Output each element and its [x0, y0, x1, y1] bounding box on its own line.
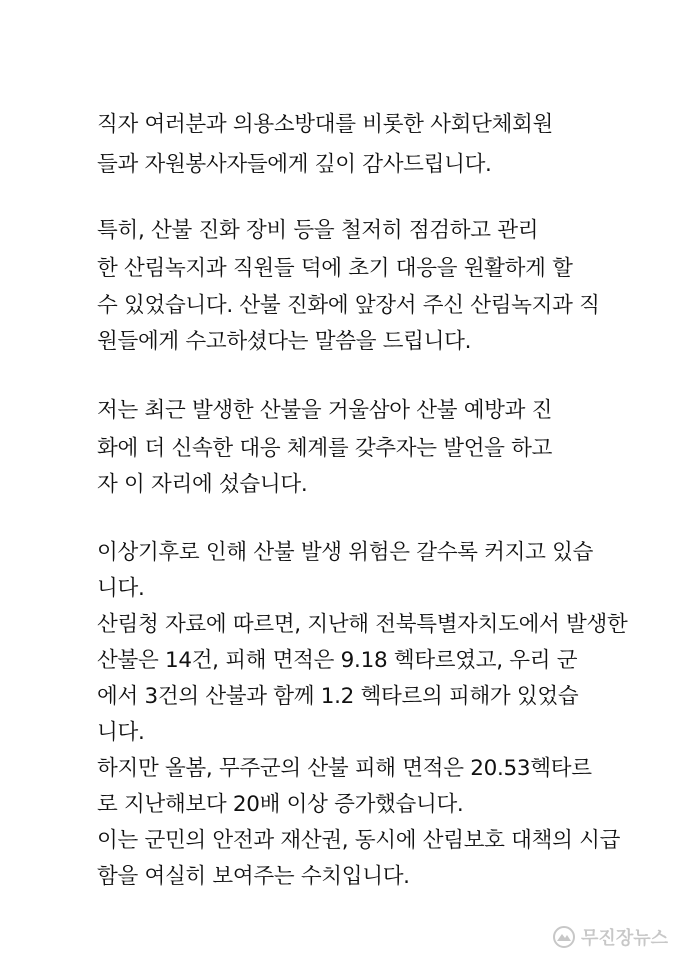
text-line: 자 이 자리에 섰습니다. [97, 472, 308, 497]
text-line: 이는 군민의 안전과 재산권, 동시에 산림보호 대책의 시급 [97, 828, 621, 853]
mountain-logo-icon [553, 926, 575, 948]
text-line: 직자 여러분과 의용소방대를 비롯한 사회단체회원 [97, 112, 553, 137]
text-line: 니다. [97, 576, 145, 601]
text-line: 이상기후로 인해 산불 발생 위험은 갈수록 커지고 있습 [97, 540, 594, 565]
text-line: 에서 3건의 산불과 함께 1.2 헥타르의 피해가 있었습 [97, 684, 579, 709]
text-line: 산불은 14건, 피해 면적은 9.18 헥타르였고, 우리 군 [97, 648, 578, 673]
text-line: 들과 자원봉사자들에게 깊이 감사드립니다. [97, 152, 492, 177]
text-line: 산림청 자료에 따르면, 지난해 전북특별자치도에서 발생한 [97, 612, 628, 637]
watermark-text: 무진장뉴스 [581, 928, 668, 949]
text-line: 니다. [97, 720, 145, 745]
text-line: 로 지난해보다 20배 이상 증가했습니다. [97, 792, 464, 817]
text-line: 저는 최근 발생한 산불을 거울삼아 산불 예방과 진 [97, 398, 553, 423]
watermark [553, 924, 668, 950]
text-line: 화에 더 신속한 대응 체계를 갖추자는 발언을 하고 [97, 436, 553, 461]
text-line: 함을 여실히 보여주는 수치입니다. [97, 864, 410, 889]
text-line: 특히, 산불 진화 장비 등을 철저히 점검하고 관리 [97, 218, 539, 243]
text-line: 한 산림녹지과 직원들 덕에 초기 대응을 원활하게 할 [97, 256, 573, 281]
text-line: 수 있었습니다. 산불 진화에 앞장서 주신 산림녹지과 직 [97, 293, 600, 318]
text-line: 하지만 올봄, 무주군의 산불 피해 면적은 20.53헥타르 [97, 756, 592, 781]
text-line: 원들에게 수고하셨다는 말씀을 드립니다. [97, 329, 472, 354]
